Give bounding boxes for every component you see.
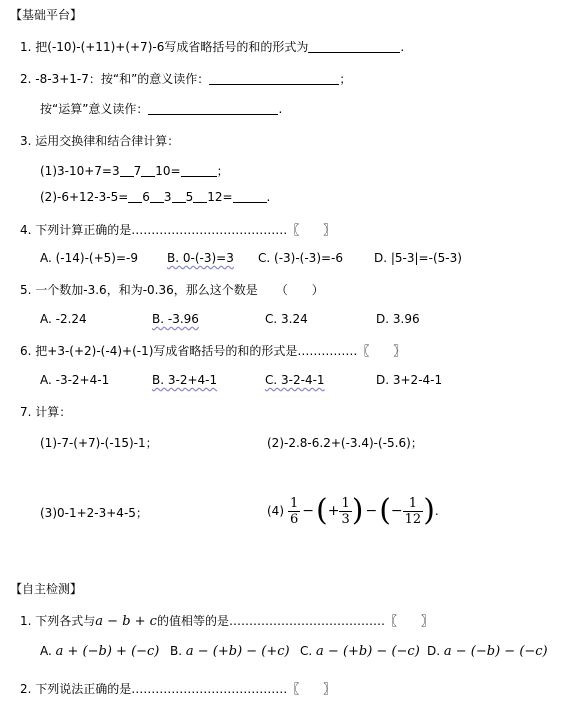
answer-blank[interactable]: [120, 164, 134, 177]
option-b[interactable]: B. 0-(-3)=3: [167, 251, 234, 265]
answer-blank[interactable]: [128, 190, 142, 203]
fraction: $\frac{1}{6}$: [290, 495, 299, 527]
question-1: 1. 把(-10)-(+11)+(+7)-6写成省略括号的和的形式为 .: [20, 40, 405, 54]
option-b[interactable]: B. -3.96: [152, 312, 199, 326]
question-number: 2.: [20, 682, 32, 696]
answer-blank[interactable]: [193, 190, 207, 203]
section-title-self-check: 【自主检测】: [10, 582, 83, 596]
option-b[interactable]: B. a − (+b) − (+c): [170, 644, 290, 659]
option-c[interactable]: C. 3.24: [265, 312, 308, 326]
option-d[interactable]: D. 3.96: [376, 312, 420, 326]
option-d[interactable]: D. |5-3|=-(5-3): [374, 251, 462, 265]
answer-blank[interactable]: [308, 40, 400, 53]
option-a[interactable]: A. a + (−b) + (−c): [40, 644, 160, 659]
leader-dots: …………………………………: [131, 223, 288, 237]
question-7-part-1: (1)-7-(+7)-(-15)-1；: [40, 436, 158, 450]
option-b[interactable]: B. 3-2+4-1: [152, 373, 218, 387]
self-check-question-1: 1. 下列各式与a − b + c的值相等的是…………………………………〖 〗: [20, 614, 433, 629]
section-title-basic: 【基础平台】: [10, 8, 83, 22]
answer-bracket[interactable]: 〖 〗: [384, 614, 433, 628]
answer-bracket[interactable]: 〖 〗: [357, 344, 406, 358]
fraction: $\frac{1}{12}$: [404, 495, 422, 527]
answer-bracket[interactable]: 〖 〗: [287, 682, 336, 696]
question-7-part-4: (4) $\frac{1}{6}$ − ( + $\frac{1}{3}$ ) − ( − $\frac{1}{12}$ ) .: [267, 493, 439, 528]
question-number: 4.: [20, 223, 32, 237]
answer-bracket[interactable]: （ ）: [275, 283, 324, 297]
question-7: [20, 403, 71, 420]
question-text: 运用交换律和结合律计算：: [35, 134, 180, 148]
option-a[interactable]: A. -3-2+4-1: [40, 373, 110, 387]
question-4: [20, 221, 335, 238]
question-7-part-3: (3)0-1+2-3+4-5；: [40, 506, 148, 520]
question-number: 6.: [20, 344, 32, 358]
question-number: 7.: [20, 405, 32, 419]
question-number: 3.: [20, 134, 32, 148]
question-text: 计算：: [35, 405, 72, 419]
question-text: 按“运算”意义读作：: [40, 102, 149, 116]
question-5: [20, 281, 324, 298]
leader-dots: ……………: [297, 344, 358, 358]
option-c[interactable]: C. a − (+b) − (−c): [300, 644, 420, 659]
question-7-part-2: (2)-2.8-6.2+(-3.4)-(-5.6)；: [267, 436, 423, 450]
question-number: 2.: [20, 72, 32, 86]
question-text: -8-3+1-7：按“和”的意义读作：: [35, 72, 210, 86]
question-text: 下列各式与: [35, 614, 96, 628]
question-text: 把+3-(+2)-(-4)+(-1)写成省略括号的和的形式是: [35, 344, 298, 358]
answer-blank[interactable]: [233, 190, 267, 203]
question-text: 把(-10)-(+11)+(+7)-6写成省略括号的和的形式为: [35, 40, 309, 54]
answer-blank[interactable]: [172, 190, 186, 203]
question-text: 一个数加-3.6，和为-0.36，那么这个数是: [35, 283, 258, 297]
option-a[interactable]: A. (-14)-(+5)=-9: [40, 251, 138, 265]
question-number: 1.: [20, 614, 32, 628]
question-3-part-1: (1)3-10+7=3 7 10= ；: [40, 164, 229, 178]
fraction: $\frac{1}{3}$: [341, 495, 350, 527]
answer-blank[interactable]: [209, 72, 339, 85]
question-3: [20, 132, 179, 149]
question-2-part-b: 按“运算”意义读作： .: [40, 102, 283, 116]
option-c[interactable]: C. (-3)-(-3)=-6: [258, 251, 344, 265]
answer-blank[interactable]: [181, 164, 217, 177]
question-2: 2. -8-3+1-7：按“和”的意义读作： ；: [20, 72, 352, 86]
question-3-part-2: (2)-6+12-3-5= 6 3 5 12= .: [40, 190, 271, 204]
answer-bracket[interactable]: 〖 〗: [287, 223, 336, 237]
question-number: 5.: [20, 283, 32, 297]
option-d[interactable]: D. 3+2-4-1: [376, 373, 443, 387]
question-number: 1.: [20, 40, 32, 54]
answer-blank[interactable]: [150, 190, 164, 203]
self-check-question-2: [20, 680, 335, 697]
question-text: 下列计算正确的是: [35, 223, 132, 237]
question-6: [20, 342, 405, 359]
leader-dots: …………………………………: [131, 682, 288, 696]
answer-blank[interactable]: [148, 102, 278, 115]
question-text: 下列说法正确的是: [35, 682, 132, 696]
math-expression: a − b + c: [95, 614, 157, 629]
option-d[interactable]: D. a − (−b) − (−c): [427, 644, 548, 659]
option-c[interactable]: C. 3-2-4-1: [265, 373, 325, 387]
leader-dots: …………………………………: [228, 614, 385, 628]
option-a[interactable]: A. -2.24: [40, 312, 87, 326]
answer-blank[interactable]: [141, 164, 155, 177]
